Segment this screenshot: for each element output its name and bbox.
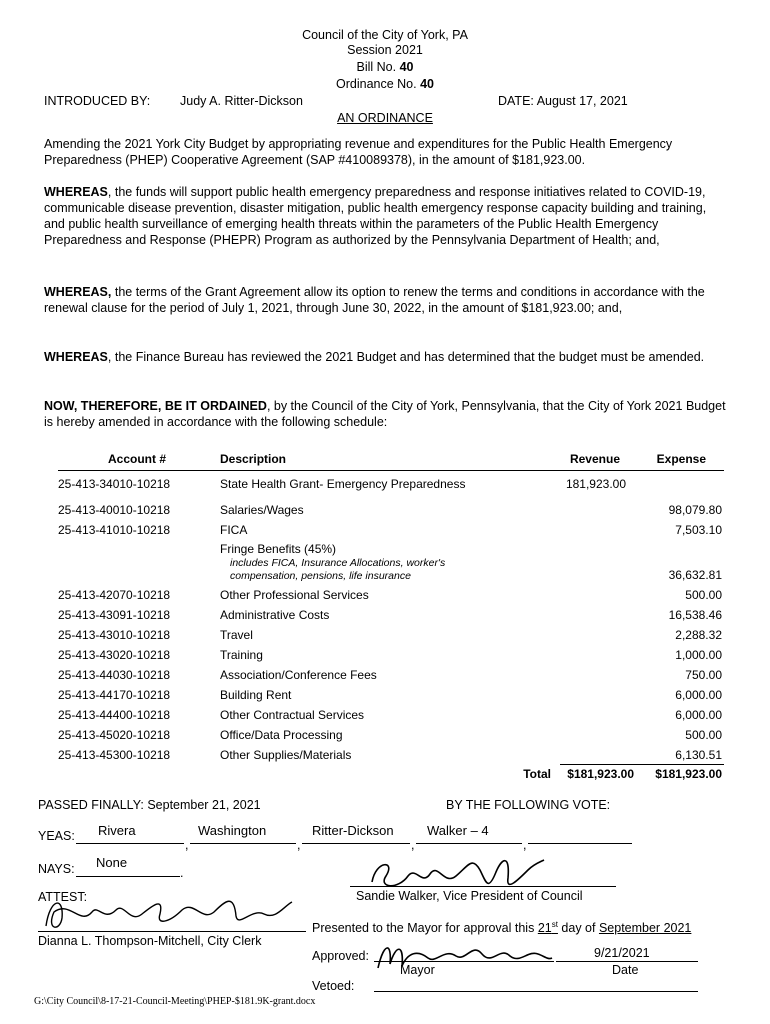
- cell-expense: 98,079.80: [668, 503, 722, 517]
- council-title: Council of the City of York, PA: [302, 28, 468, 42]
- ordained-paragraph: [44, 398, 730, 430]
- whereas-3-text: , the Finance Bureau has reviewed the 2021 Budget and has determined that the budget must be amended.: [107, 350, 705, 364]
- cell-expense: 500.00: [685, 728, 722, 742]
- table-row: [58, 708, 724, 724]
- whereas-2-lead: WHEREAS,: [44, 285, 112, 299]
- vp-name: Sandie Walker, Vice President of Council: [356, 889, 583, 903]
- ordinance-value: 40: [420, 77, 434, 91]
- table-total-row: [58, 767, 724, 783]
- presented-mid: day of: [557, 921, 599, 936]
- cell-description: Other Professional Services: [220, 588, 369, 602]
- presented-day: 21st: [537, 920, 558, 936]
- table-row: [58, 477, 724, 493]
- ordinance-heading: AN ORDINANCE: [337, 111, 433, 125]
- introduced-label: INTRODUCED BY:: [44, 94, 151, 108]
- vp-sign-line: [350, 886, 616, 887]
- ordained-text: , by the Council of the City of York, Pennsylvania, that the City of York 2021 Budget is hereby amended in accordance with the following schedule:: [44, 399, 726, 429]
- passed-finally: [38, 798, 261, 812]
- whereas-3-lead: WHEREAS: [44, 350, 108, 364]
- cell-expense: 1,000.00: [675, 648, 722, 662]
- yea-vote: Ritter-Dickson: [312, 823, 394, 838]
- cell-expense: 6,000.00: [675, 688, 722, 702]
- whereas-1: [44, 184, 730, 248]
- cell-description: includes FICA, Insurance Allocations, worker's: [230, 557, 446, 569]
- yea-vote: Walker – 4: [427, 823, 489, 838]
- table-row: [58, 503, 724, 519]
- ordinance-number: [0, 77, 770, 91]
- date-value: August 17, 2021: [536, 94, 628, 108]
- cell-expense: 6,130.51: [675, 748, 722, 762]
- whereas-1-lead: WHEREAS: [44, 185, 108, 199]
- cell-account: 25-413-43010-10218: [58, 628, 171, 642]
- table-row: [58, 588, 724, 604]
- cell-description: Training: [220, 648, 263, 662]
- yeas-label: YEAS:: [38, 829, 75, 843]
- bill-number: [0, 60, 770, 74]
- yea-line-2: [190, 843, 296, 844]
- session-label: Session 2021: [347, 43, 423, 57]
- cell-account: 25-413-42070-10218: [58, 588, 171, 602]
- cell-account: 25-413-40010-10218: [58, 503, 171, 517]
- introduced-by: Judy A. Ritter-Dickson: [180, 94, 303, 108]
- yea-line-4: [416, 843, 522, 844]
- header-account: Account #: [108, 452, 167, 466]
- cell-account: 25-413-45300-10218: [58, 748, 171, 762]
- cell-description: Travel: [220, 628, 253, 642]
- attest-label: ATTEST:: [38, 890, 88, 904]
- presented-month: September 2021: [598, 921, 692, 936]
- table-header: [58, 452, 724, 471]
- yea-separator: ,: [185, 838, 189, 852]
- cell-revenue: 181,923.00: [565, 477, 626, 491]
- table-row: [58, 570, 724, 586]
- vote-heading: BY THE FOLLOWING VOTE:: [446, 798, 611, 812]
- nays-label: NAYS:: [38, 862, 75, 876]
- table-row: [58, 608, 724, 624]
- nays-line: [76, 876, 180, 877]
- intro-date: [498, 94, 628, 108]
- cell-expense: 750.00: [685, 668, 722, 682]
- table-row: [58, 728, 724, 744]
- date-label: DATE:: [498, 94, 534, 108]
- file-path: G:\City Council\8-17-21-Council-Meeting\PHEP-$181.9K-grant.docx: [34, 996, 316, 1007]
- whereas-2-text: the terms of the Grant Agreement allow its option to renew the terms and conditions in accordance with the renewal clause for the period of July 1, 2021, through June 30, 2022, in the amount of $181,923.00; and,: [44, 285, 705, 315]
- yea-line-5: [528, 843, 632, 844]
- cell-expense: 7,503.10: [675, 523, 722, 537]
- cell-account: 25-413-43091-10218: [58, 608, 171, 622]
- intro-paragraph: Amending the 2021 York City Budget by appropriating revenue and expenditures for the Public Health Emergency Preparedness (PHEP) Cooperative Agreement (SAP #410089378), in the amount of $181,923.00.: [44, 137, 673, 167]
- whereas-1-text: , the funds will support public health emergency preparedness and response initiatives related to COVID-19, communicable disease prevention, disaster mitigation, public health emergency response capacity building and training, and public health surveillance of emerging health threats within the parameters of the Public Health Emergency Preparedness and Response (PHEPR) Program as authorized by the Pennsylvania Department of Health; and,: [44, 185, 707, 247]
- vetoed-line: [374, 991, 698, 992]
- cell-account: 25-413-44030-10218: [58, 668, 171, 682]
- table-row: [58, 523, 724, 539]
- yea-vote: Washington: [198, 823, 267, 838]
- header-expense: Expense: [656, 452, 706, 466]
- approved-date: 9/21/2021: [594, 946, 650, 960]
- cell-account: 25-413-41010-10218: [58, 523, 171, 537]
- nays-period: .: [180, 866, 184, 880]
- yea-line-3: [302, 843, 410, 844]
- cell-description: Office/Data Processing: [220, 728, 343, 742]
- whereas-3: [44, 349, 730, 365]
- cell-description: Building Rent: [220, 688, 292, 702]
- cell-account: 25-413-34010-10218: [58, 477, 171, 491]
- cell-expense: 500.00: [685, 588, 722, 602]
- total-revenue: $181,923.00: [567, 767, 634, 781]
- bill-value: 40: [399, 60, 414, 74]
- date-sign-line: [556, 961, 698, 962]
- passed-label: PASSED FINALLY:: [38, 798, 144, 812]
- table-row: [58, 688, 724, 704]
- table-row: [58, 542, 724, 558]
- cell-expense: 16,538.46: [668, 608, 722, 622]
- cell-description: FICA: [220, 523, 248, 537]
- approved-label: Approved:: [312, 949, 369, 963]
- clerk-sign-line: [38, 931, 306, 932]
- cell-account: 25-413-45020-10218: [58, 728, 171, 742]
- table-row: [58, 628, 724, 644]
- ordinance-label: Ordinance No.: [336, 77, 417, 91]
- yea-separator: ,: [297, 838, 301, 852]
- vetoed-label: Vetoed:: [312, 979, 355, 993]
- header-description: Description: [220, 452, 287, 466]
- nays-value: None: [96, 855, 128, 870]
- cell-expense: 2,288.32: [675, 628, 722, 642]
- yea-separator: ,: [523, 838, 527, 852]
- totals-rule: [560, 764, 724, 765]
- table-row: [58, 668, 724, 684]
- cell-account: 25-413-43020-10218: [58, 648, 171, 662]
- ordained-lead: NOW, THEREFORE, BE IT ORDAINED: [44, 399, 267, 413]
- table-row: [58, 748, 724, 764]
- yea-separator: ,: [411, 838, 415, 852]
- whereas-2: [44, 284, 730, 316]
- presented-line: [312, 920, 691, 935]
- header-revenue: Revenue: [569, 452, 620, 466]
- passed-date: September 21, 2021: [147, 798, 261, 812]
- cell-description: Fringe Benefits (45%): [220, 542, 337, 556]
- cell-description: Other Contractual Services: [220, 708, 365, 722]
- cell-description: Salaries/Wages: [220, 503, 304, 517]
- cell-description: Association/Conference Fees: [220, 668, 377, 682]
- cell-description: compensation, pensions, life insurance: [230, 570, 411, 582]
- table-row: [58, 648, 724, 664]
- yea-vote: Rivera: [98, 823, 136, 838]
- cell-description: State Health Grant- Emergency Preparedness: [220, 477, 466, 491]
- cell-expense: 6,000.00: [675, 708, 722, 722]
- cell-description: Administrative Costs: [220, 608, 330, 622]
- mayor-label: Mayor: [400, 963, 435, 977]
- bill-label: Bill No.: [356, 60, 397, 74]
- yea-line-1: [76, 843, 184, 844]
- cell-account: 25-413-44170-10218: [58, 688, 171, 702]
- presented-prefix: Presented to the Mayor for approval this: [312, 921, 538, 936]
- clerk-name: Dianna L. Thompson-Mitchell, City Clerk: [38, 934, 262, 948]
- cell-account: 25-413-44400-10218: [58, 708, 171, 722]
- total-label: Total: [523, 767, 551, 781]
- total-expense: $181,923.00: [655, 767, 722, 781]
- cell-expense: 36,632.81: [668, 568, 722, 582]
- approved-date-label: Date: [612, 963, 639, 977]
- mayor-sign-line: [374, 961, 554, 962]
- cell-description: Other Supplies/Materials: [220, 748, 352, 762]
